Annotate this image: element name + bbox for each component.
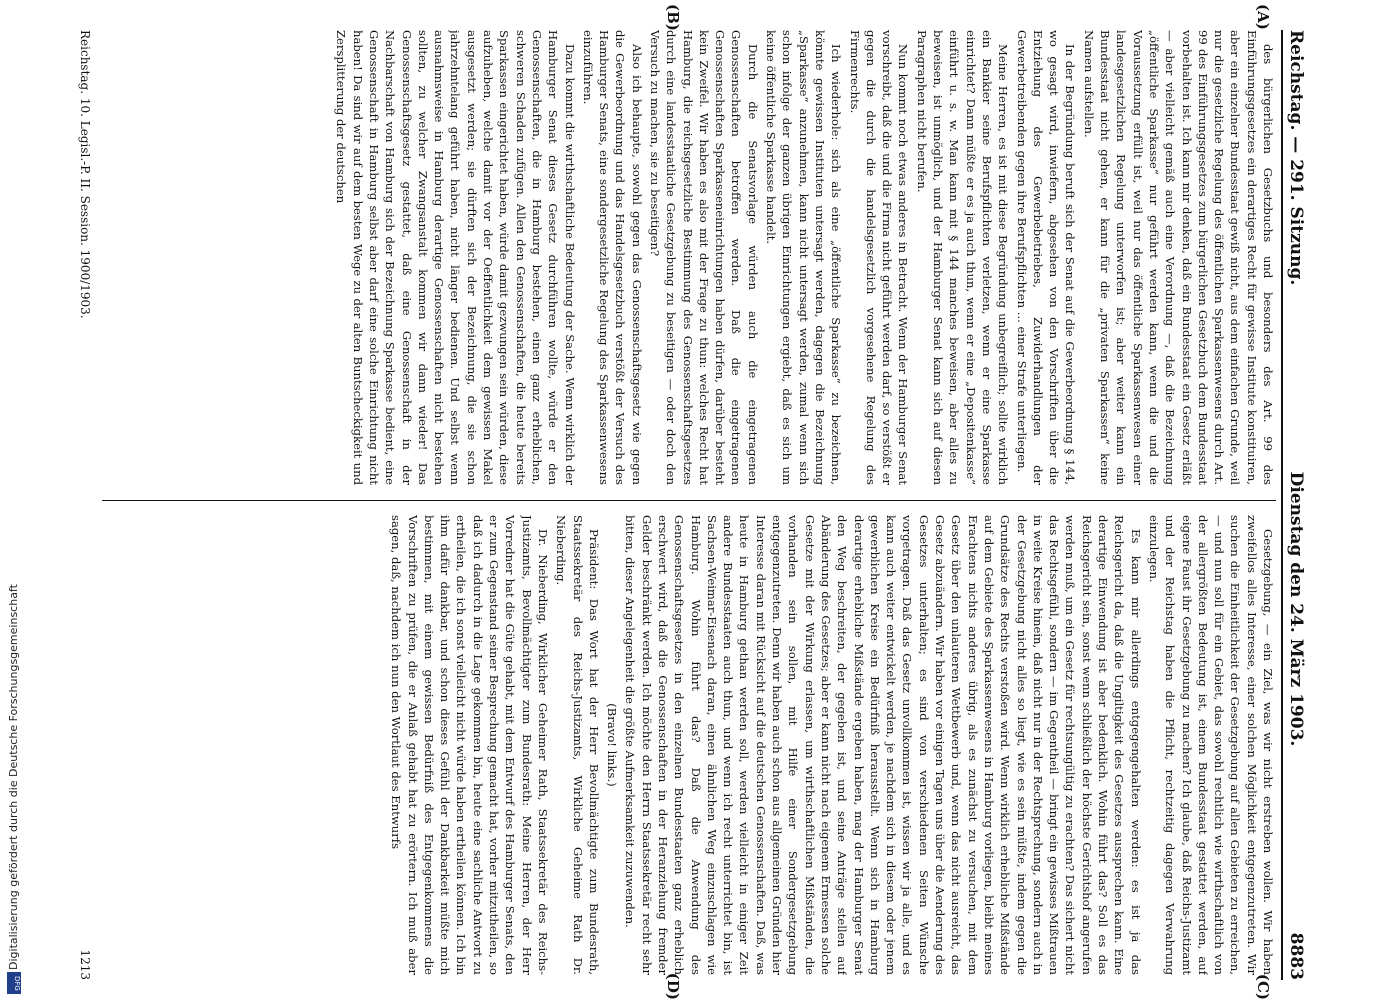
paragraph: In der Begründung beruft sich der Senat auf die Gewerbeordnung § 144, wo gesagt wird, inwiefern, abgesehen von den Vorschriften über die Entziehung des Gewerbebetriebes, Zuwiderhandlungen der Gewerbetreibenden gegen ihre Berufspflichten ... einer Strafe unterliegen. xyxy=(1014,30,1078,485)
paragraph: Ich wiederhole: sich als eine „öffentliche Sparkasse“ zu bezeichnen, könnte gewissen Instituten untersagt werden, dagegen die Bezeichnung „Sparkasse“ anzunehmen, kann nicht untersagt werden, zumal wenn sich schon infolge der ganzen übrigen Einrichtungen ergiebt, daß es sich um keine öffentliche Sparkasse handelt. xyxy=(764,30,844,485)
paragraph: Meine Herren, es ist mit diese Begründung unbegreiflich; sollte wirklich ein Bankier seine Berufspflichten verletzen, wenn er eine Sparkasse einrichtet? Dann müßte er es ja auch thun, wenn er eine „Depositenkasse“ einführt u. s. w. Man kann mit § 144 manches beweisen, aber alles zu beweisen, ist unmöglich, und der Hamburger Senat kann sich auf diesen Paragraphen nicht berufen. xyxy=(914,30,1011,485)
page-text-block xyxy=(62,0,1322,1000)
paragraph: des bürgerlichen Gesetzbuchs und besonders des Art. 99 des Einführungsgesetzes ein derartiges Recht für gewisse Institute konstituiren, aber ein einzelner Bundesstaat gewiß nicht, aus dem einfachen Grunde, weil nur die gesetzliche Regelung des öffentlichen Sparkassenwesens durch Art. 99 des Einführungsgesetzes zum bürgerlichen Gesetzbuch dem Bundesstaat vorbehalten ist. Ich kann mir denken, daß ein Bundesstaat ein Gesetz erläßt — aber vielleicht gemäß auch eine Verordnung —, daß die Bezeichnung „öffentliche Sparkasse“ nur geführt werden kann, wenn die und die Voraussetzung erfüllt ist, weil nur das öffentliche Sparkassenwesen einer landesgesetzlichen Regelung unterworfen ist; aber weiter kann ein Bundesstaat nicht gehen, er kann für die „privaten Sparkassen“ keine Namen aufstellen. xyxy=(1081,30,1275,485)
president-speech: Präsident: Das Wort hat der Herr Bevollmächtigte zum Bundesrath, Staatssekretär des Reichs-Justizamts, Wirkliche Geheime Rath Dr. Nieberding. xyxy=(554,515,601,975)
margin-mark-d: (D) xyxy=(664,972,682,1000)
column-divider xyxy=(102,500,1276,501)
margin-mark-b: (B) xyxy=(664,4,682,31)
applause-note: (Bravo! links.) xyxy=(605,703,620,787)
paragraph: Gesetzgebung, — ein Ziel, was wir nicht erstreben wollen. Wir haben zweifellos alles Interesse, einer solchen Möglichkeit entgegenzutreten. Wir suchen die Einheitlichkeit der Gesetzgebung auf allen Gebieten zu erreichen, — und nun soll für ein Gebiet, das sowohl rechtlich wie wirthschaftlich von der allergrößten Bedeutung ist, einem Bundesstaat gestattet werden, auf eigene Faust ihr Gesetzgebung zu machen? Ich glaube, daß Reichs-Justizamt und der Reichstag haben die Pflicht, rechtzeitig dagegen Verwahrung einzulegen. xyxy=(1146,515,1275,975)
paragraph: Also ich behaupte, sowohl gegen das Genossenschaftsgesetz wie gegen die Gewerbeordnung und das Handelsgesetzbuch verstößt der Versuch des Hamburger Senats, eine sondergesetzliche Regelung des Sparkassenwesens einzuführen. xyxy=(580,30,644,485)
header-center: Dienstag den 24. März 1903. xyxy=(1286,471,1306,747)
rotated-page-content xyxy=(62,0,1322,1000)
page-number: 8883 xyxy=(1286,932,1306,980)
header-left: Reichstag. — 291. Sitzung. xyxy=(1286,30,1306,286)
margin-mark-a: (A) xyxy=(1254,4,1272,30)
paragraph: Es kann mir allerdings entgegengehalten werden: es ist ja das Reichsgericht da, daß die Ungiltigkeit des Gesetzes aussprechen kann. Eine derartige Einwendung ist aber bedenklich. Wohin führt das? Soll es das Reichsgericht sein, sonst wenn schließlich der höchste Gerichtshof angerufen werden muß, um ein Gesetz für rechtsungültig zu erachten? Das sichert nicht das Rechtsgefühl, sondern — im Gegentheil — bringt ein gewisses Mißtrauen in weite Kreise hinein, daß nicht nur in der Rechtsprechung, sondern auch in der Gesetzgebung nicht alles so liegt, wie es sein müßte, indem gegen die Grundsätze des Rechts verstoßen wird. Wenn wirklich erhebliche Mißstände auf dem Gebiete des Sparkassenwesens in Hamburg vorliegen, bleibt meines Erachtens nichts anderes übrig, als es zunächst zu versuchen, mit dem Gesetz über den unlauteren Wettbewerb und, wenn das nicht ausreicht, das Gesetz abzuändern. Wir haben vor einigen Tagen uns über die Aenderung des Gesetzes unterhalten; es sind von verschiedenen Seiten Wünsche vorgetragen. Daß das Gesetz unvollkommen ist, wissen wir ja alle, und es kann auch weiter entwickelt werden, je nachdem sich in diesem oder jenem gewerblichen Kreise ein Bedürfniß herausstellt. Wenn sich in Hamburg derartige erhebliche Mißstände ergeben haben, mag der Hamburger Senat den Weg beschreiten, der gegeben ist, und seine Anträge stellen auf Abänderung des Gesetzes; aber er kann nicht nach eigenem Ermessen solche Gesetze mit der Wirkung erlassen, um wirthschaftlichen Mißständen, die vorhanden sein sollen, mit Hilfe einer Sondergesetzgebung entgegenzutreten. Denn wir haben auch schon aus allgemeinen Gründen hier Interesse daran mit Rücksicht auf die deutschen Genossenschaften. Daß, was heute in Hamburg gethan werden soll, werden vielleicht in einiger Zeit andere Bundesstaaten auch thun, und wenn ich recht unterrichtet bin, ist Sachsen-Weimar-Eisenach daran, einen ähnlichen Weg einzuschlagen wie Hamburg. Wohin führt das? Daß die Anwendung des Genossenschaftsgesetzes in den einzelnen Bundesstaaten ganz erheblich erschwert wird, daß die Genossenschaften in der Heranziehung fremder Gelder beschränkt werden. Ich möchte den Herrn Staatssekretär recht sehr bitten, dieser Angelegenheit die größte Aufmerksamkeit zuzuwenden. xyxy=(623,515,1143,975)
paragraph: Dazu kommt die wirthschaftliche Bedeutung der Sache. Wenn wirklich der Hamburger Senat dieses Gesetz durchführen wollte, würde er den Genossenschaften, die in Hamburg bestehen, einen ganz erheblichen, schweren Schaden zufügen. Allen den Genossenschaften, die heute bereits Sparkassen eingerichtet haben, würde damit gezwungen sein würden, diese aufzuheben, welche damit vor der Oeffentlichkeit dem gewissen Makel ausgesetzt werden; sie dürften sich der Bezeichnung, die sie schon jahrzehntelang geführt haben, nicht länger bedienen. Und selbst wenn ausnahmsweise in Hamburg derartige Genossenschaften nicht bestehen sollten, zu welcher Zwangsanstalt kommen wir dann wieder! Das Genossenschaftsgesetz gestattet, daß eine Genossenschaft in der Nachbarschaft von Hamburg sich der Bezeichnung Sparkasse bedient, eine Genossenschaft in Hamburg selbst aber darf eine solche Einrichtung nicht haben! Da sind wir auf dem besten Wege zu der alten Buntscheckigkeit und Zersplitterung der deutschen xyxy=(334,30,577,485)
page-footer xyxy=(70,30,92,980)
left-column xyxy=(102,30,1276,485)
digitization-note: Digitalisierung gefördert durch die Deutsche Forschungsgemeinschaft xyxy=(7,584,20,970)
header-left-group xyxy=(1286,30,1306,285)
dfg-logo: DFG xyxy=(7,972,21,994)
footer-page-number: 1213 xyxy=(78,949,92,980)
page-header xyxy=(1281,30,1316,980)
minister-speech: Dr. Nieberding, Wirklicher Geheimer Rath, Staatssekretär des Reichs-Justizamts, Bevollmächtigter zum Bundesrath: Meine Herren, der Herr Vorredner hat die Güte gehabt, mit dem Entwurf des Hamburger Senats, den er zum Gegenstand seiner Besprechung gemacht hat, vorher mitzutheilen, so daß ich dadurch in die Lage gekommen bin, heute eine sachliche Antwort zu ertheilen, die ich sonst vielleicht nicht würde haben ertheilen können. Ich bin ihm dafür dankbar, und schon dieses Gefühl der Dankbarkeit müßte mich bestimmen, mit einem gewissen Bedürfniß des Entgegenkommens die Vorschriften zu prüfen, die er Anlaß gehabt hat zu erörtern. Ich muß aber sagen, daß, nachdem ich nun den Wortlaut des Entwurfs xyxy=(389,515,550,975)
paragraph: Nun kommt noch etwas anderes in Betracht. Wenn der Hamburger Senat vorschreibt, daß die und die Firma nicht geführt werden darf, so verstößt er gegen die durch die handelsgesetzlich vorgesehene Regelung des Firmenrechts. xyxy=(847,30,911,485)
paragraph: Durch die Senatsvorlage würden auch die eingetragenen Genossenschaften betroffen werden. Daß die eingetragenen Genossenschaften Sparkasseneinrichtungen haben dürfen, darüber besteht kein Zweifel. Wir haben es also mit der Frage zu thun: welches Recht hat Hamburg, die reichsgesetzliche Bestimmung des Genossenschaftsgesetzes durch eine landesstaatliche Gesetzgebung zu beseitigen — oder doch den Versuch zu machen, sie zu beseitigen? xyxy=(648,30,760,485)
margin-mark-c: (C) xyxy=(1254,973,1272,1000)
right-column xyxy=(102,515,1276,975)
footer-session: Reichstag. 10. Legisl.-P. II. Session. 1900/1903. xyxy=(78,30,92,319)
digitization-strip xyxy=(4,0,24,1000)
